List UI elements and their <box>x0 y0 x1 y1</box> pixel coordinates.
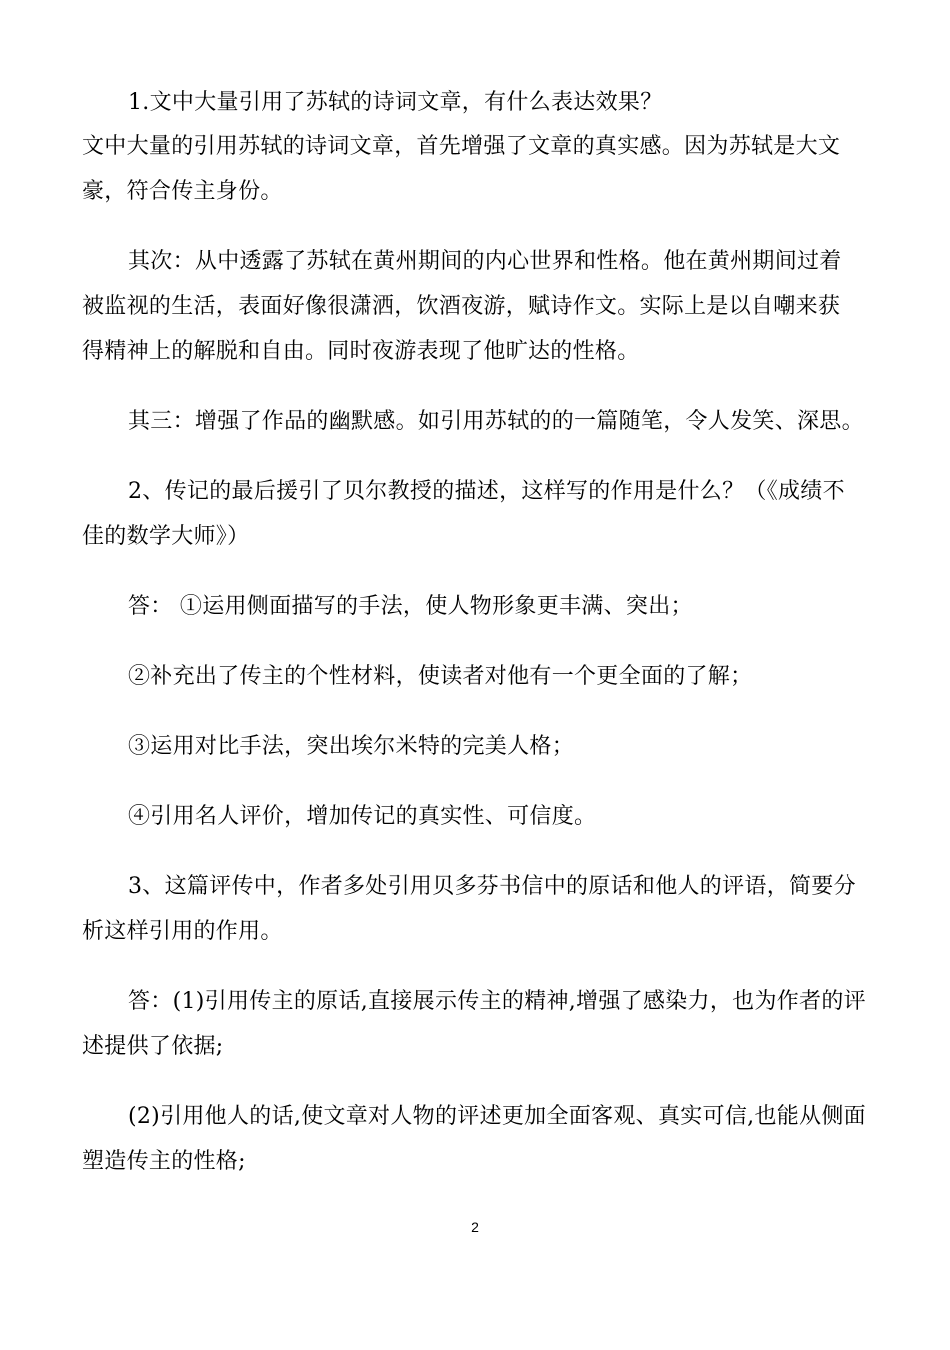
answer-2-item-1: 答： ①运用侧面描写的手法，使人物形象更丰满、突出； <box>128 594 693 619</box>
third-point: 其三：增强了作品的幽默感。如引用苏轼的的一篇随笔，令人发笑、深思。 <box>128 409 864 434</box>
answer-3-part-2-line-2: 塑造传主的性格; <box>82 1149 246 1174</box>
question-3-line-1: 3、这篇评传中，作者多处引用贝多芬书信中的原话和他人的评语，简要分 <box>128 874 856 899</box>
answer-3-part-1-line-2: 述提供了依据; <box>82 1034 224 1059</box>
answer-3-part-2-line-1: (2)引用他人的话,使文章对人物的评述更加全面客观、真实可信,也能从侧面 <box>128 1104 866 1129</box>
answer-1-line-2: 豪，符合传主身份。 <box>82 179 283 204</box>
question-3-line-2: 析这样引用的作用。 <box>82 919 283 944</box>
answer-1-line-1: 文中大量的引用苏轼的诗词文章，首先增强了文章的真实感。因为苏轼是大文 <box>82 134 841 159</box>
answer-2-item-3: ③运用对比手法，突出埃尔米特的完美人格； <box>128 734 575 759</box>
question-2-line-1: 2、传记的最后援引了贝尔教授的描述，这样写的作用是什么？（《成绩不 <box>128 479 845 504</box>
second-point-line-2: 被监视的生活，表面好像很潇洒，饮酒夜游，赋诗作文。实际上是以自嘲来获 <box>82 294 841 319</box>
answer-3-part-1-line-1: 答：(1)引用传主的原话,直接展示传主的精神,增强了感染力，也为作者的评 <box>128 989 866 1014</box>
question-2-line-2: 佳的数学大师》） <box>82 524 250 549</box>
page-number: 2 <box>471 1219 479 1235</box>
second-point-line-1: 其次：从中透露了苏轼在黄州期间的内心世界和性格。他在黄州期间过着 <box>128 249 842 274</box>
answer-2-item-2: ②补充出了传主的个性材料，使读者对他有一个更全面的了解； <box>128 664 753 689</box>
question-1: 1.文中大量引用了苏轼的诗词文章，有什么表达效果？ <box>128 90 663 115</box>
answer-2-item-4: ④引用名人评价，增加传记的真实性、可信度。 <box>128 804 597 829</box>
second-point-line-3: 得精神上的解脱和自由。同时夜游表现了他旷达的性格。 <box>82 339 640 364</box>
